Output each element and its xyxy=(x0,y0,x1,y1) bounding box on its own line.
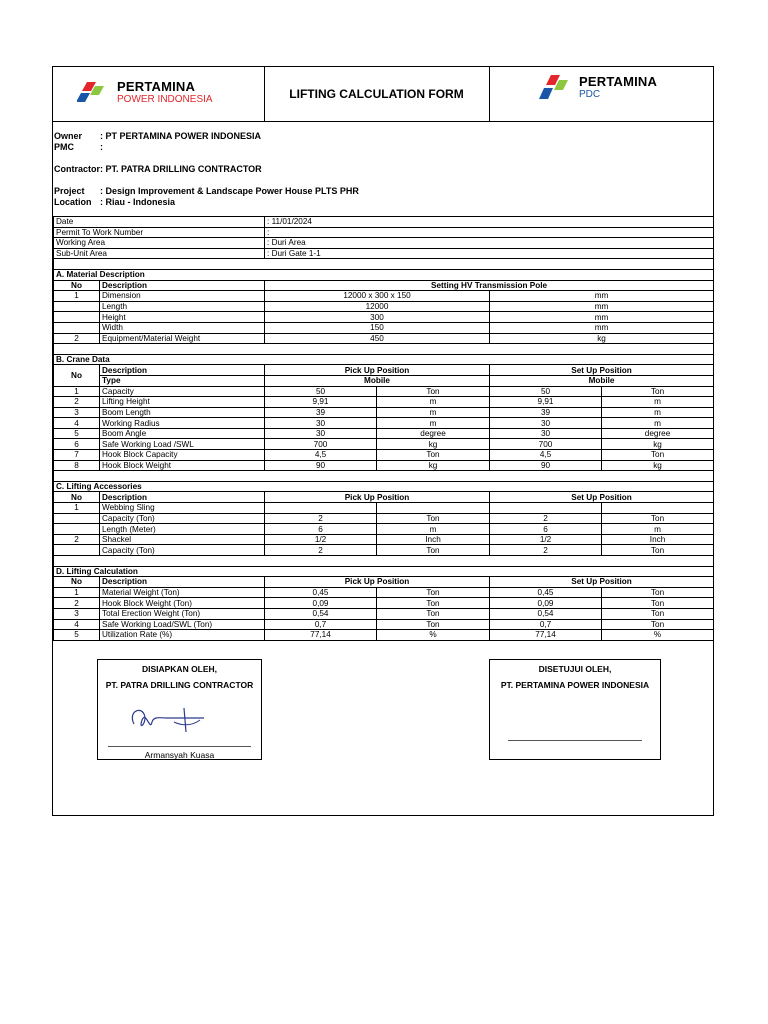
pick-unit: m xyxy=(377,407,490,418)
row-desc: Webbing Sling xyxy=(100,503,265,514)
row-no: 8 xyxy=(54,460,100,471)
row-desc: Boom Angle xyxy=(100,428,265,439)
approved-company: PT. PERTAMINA POWER INDONESIA xyxy=(500,680,650,690)
header-row xyxy=(54,577,714,588)
col-pick-up: Pick Up Position xyxy=(265,577,490,588)
row-value: 12000 xyxy=(265,301,490,312)
pertamina-mark-icon xyxy=(77,80,113,104)
col-description: Description xyxy=(100,365,265,376)
material-row xyxy=(54,291,714,302)
row-no: 6 xyxy=(54,439,100,450)
row-desc: Utilization Rate (%) xyxy=(100,630,265,641)
pick-value: 30 xyxy=(265,428,377,439)
general-value: : xyxy=(265,227,714,238)
material-row xyxy=(54,322,714,333)
crane-row xyxy=(54,450,714,461)
row-no: 1 xyxy=(54,386,100,397)
row-desc: Hook Block Weight (Ton) xyxy=(100,598,265,609)
form-title: LIFTING CALCULATION FORM xyxy=(264,67,490,121)
set-value: 90 xyxy=(490,460,602,471)
col-description: Description xyxy=(100,492,265,503)
row-desc: Length xyxy=(100,301,265,312)
set-value: 4,5 xyxy=(490,450,602,461)
set-unit: Ton xyxy=(602,513,714,524)
row-desc: Equipment/Material Weight xyxy=(100,333,265,344)
approved-title: DISETUJUI OLEH, xyxy=(538,664,612,674)
general-value: : 11/01/2024 xyxy=(265,217,714,228)
row-desc: Material Weight (Ton) xyxy=(100,587,265,598)
row-no: 2 xyxy=(54,397,100,408)
set-unit: Ton xyxy=(602,598,714,609)
pick-value: 50 xyxy=(265,386,377,397)
material-row xyxy=(54,301,714,312)
left-logo-sub: POWER INDONESIA xyxy=(117,94,213,105)
set-unit: Inch xyxy=(602,534,714,545)
col-set-up: Set Up Position xyxy=(490,492,714,503)
set-value: 50 xyxy=(490,386,602,397)
row-unit: kg xyxy=(490,333,714,344)
spacer-row xyxy=(54,344,714,355)
row-desc: Length (Meter) xyxy=(100,524,265,535)
general-row xyxy=(54,248,714,259)
set-unit: Ton xyxy=(602,587,714,598)
crane-row xyxy=(54,407,714,418)
row-unit: mm xyxy=(490,301,714,312)
set-unit: % xyxy=(602,630,714,641)
row-no: 3 xyxy=(54,608,100,619)
set-unit: Ton xyxy=(602,450,714,461)
section-title-row xyxy=(54,566,714,577)
calc-row xyxy=(54,598,714,609)
row-value: 150 xyxy=(265,322,490,333)
set-unit: Ton xyxy=(602,545,714,556)
pick-value: 90 xyxy=(265,460,377,471)
row-desc: Width xyxy=(100,322,265,333)
set-value xyxy=(490,503,602,514)
set-value: 2 xyxy=(490,513,602,524)
set-unit: kg xyxy=(602,439,714,450)
set-value: 30 xyxy=(490,418,602,429)
set-value: 0,45 xyxy=(490,587,602,598)
row-no: 2 xyxy=(54,333,100,344)
pertamina-mark-icon xyxy=(539,73,575,101)
pick-type: Mobile xyxy=(265,375,490,386)
row-no: 1 xyxy=(54,503,100,514)
pick-value: 2 xyxy=(265,545,377,556)
form-header xyxy=(53,67,713,122)
pick-unit: m xyxy=(377,397,490,408)
crane-row xyxy=(54,397,714,408)
accessory-row xyxy=(54,534,714,545)
right-logo-name: PERTAMINA xyxy=(579,74,658,89)
col-no: No xyxy=(54,492,100,503)
set-value: 77,14 xyxy=(490,630,602,641)
row-desc: Safe Working Load/SWL (Ton) xyxy=(100,619,265,630)
set-value: 30 xyxy=(490,428,602,439)
contractor-label: Contractor xyxy=(54,164,101,174)
pick-value: 77,14 xyxy=(265,630,377,641)
pick-unit: Ton xyxy=(377,513,490,524)
row-desc: Lifting Height xyxy=(100,397,265,408)
calc-row xyxy=(54,608,714,619)
col-set-up: Set Up Position xyxy=(490,365,714,376)
col-no: No xyxy=(54,280,100,291)
spacer-cell xyxy=(54,556,714,567)
general-row xyxy=(54,238,714,249)
location-label: Location xyxy=(54,197,92,207)
col-setting: Setting HV Transmission Pole xyxy=(265,280,714,291)
col-description: Description xyxy=(100,280,265,291)
spacer-row xyxy=(54,556,714,567)
pmc-value: : xyxy=(100,142,103,152)
spacer-cell xyxy=(54,259,714,270)
prepared-signature-line xyxy=(108,746,251,747)
row-no: 7 xyxy=(54,450,100,461)
set-value: 700 xyxy=(490,439,602,450)
set-unit: m xyxy=(602,407,714,418)
row-no xyxy=(54,524,100,535)
approved-by-box xyxy=(489,659,661,760)
col-no: No xyxy=(54,365,100,386)
set-unit: m xyxy=(602,397,714,408)
general-label: Working Area xyxy=(54,238,265,249)
section-title-accessories: C. Lifting Accessories xyxy=(54,481,714,492)
approved-signature-line xyxy=(508,740,642,741)
pick-value: 0,45 xyxy=(265,587,377,598)
row-desc: Total Erection Weight (Ton) xyxy=(100,608,265,619)
set-type: Mobile xyxy=(490,375,714,386)
col-set-up: Set Up Position xyxy=(490,577,714,588)
signature-mark xyxy=(126,702,216,738)
row-desc: Safe Working Load /SWL xyxy=(100,439,265,450)
pick-unit: m xyxy=(377,418,490,429)
header-row xyxy=(54,492,714,503)
crane-row xyxy=(54,386,714,397)
pmc-label: PMC xyxy=(54,142,74,152)
set-unit xyxy=(602,503,714,514)
set-value: 2 xyxy=(490,545,602,556)
general-label: Permit To Work Number xyxy=(54,227,265,238)
row-no: 2 xyxy=(54,534,100,545)
pertamina-pdc-logo xyxy=(539,73,657,101)
prepared-company: PT. PATRA DRILLING CONTRACTOR xyxy=(105,680,254,690)
pick-unit: degree xyxy=(377,428,490,439)
row-no: 5 xyxy=(54,630,100,641)
row-desc: Hook Block Weight xyxy=(100,460,265,471)
row-no: 3 xyxy=(54,407,100,418)
calc-row xyxy=(54,587,714,598)
set-unit: degree xyxy=(602,428,714,439)
header-row xyxy=(54,375,714,386)
col-description: Description xyxy=(100,577,265,588)
row-value: 450 xyxy=(265,333,490,344)
material-row xyxy=(54,333,714,344)
col-pick-up: Pick Up Position xyxy=(265,365,490,376)
accessory-row xyxy=(54,545,714,556)
general-label: Date xyxy=(54,217,265,228)
spacer-row xyxy=(54,471,714,482)
pick-value: 2 xyxy=(265,513,377,524)
set-value: 1/2 xyxy=(490,534,602,545)
form-frame xyxy=(52,66,714,816)
set-unit: m xyxy=(602,418,714,429)
right-logo-cell xyxy=(489,67,714,121)
row-desc: Boom Length xyxy=(100,407,265,418)
general-label: Sub-Unit Area xyxy=(54,248,265,259)
prepared-name: Armansyah Kuasa xyxy=(144,750,215,760)
row-no xyxy=(54,513,100,524)
pick-value: 9,91 xyxy=(265,397,377,408)
project-value: : Design Improvement & Landscape Power House PLTS PHR xyxy=(100,186,359,196)
crane-row xyxy=(54,428,714,439)
spacer-row xyxy=(54,259,714,270)
set-unit: Ton xyxy=(602,608,714,619)
spacer-cell xyxy=(54,471,714,482)
section-title-crane: B. Crane Data xyxy=(54,354,714,365)
pick-value: 6 xyxy=(265,524,377,535)
row-desc: Capacity (Ton) xyxy=(100,545,265,556)
col-pick-up: Pick Up Position xyxy=(265,492,490,503)
set-unit: Ton xyxy=(602,386,714,397)
set-unit: kg xyxy=(602,460,714,471)
col-type: Type xyxy=(100,375,265,386)
prepared-title: DISIAPKAN OLEH, xyxy=(141,664,218,674)
pick-value: 39 xyxy=(265,407,377,418)
row-no: 1 xyxy=(54,587,100,598)
set-value: 0,7 xyxy=(490,619,602,630)
set-value: 9,91 xyxy=(490,397,602,408)
row-desc: Height xyxy=(100,312,265,323)
right-logo-sub: PDC xyxy=(579,89,601,100)
row-desc: Working Radius xyxy=(100,418,265,429)
general-row xyxy=(54,217,714,228)
general-info-table xyxy=(53,216,714,641)
pick-unit: Ton xyxy=(377,545,490,556)
row-desc: Shackel xyxy=(100,534,265,545)
pick-value: 4,5 xyxy=(265,450,377,461)
general-value: : Duri Gate 1-1 xyxy=(265,248,714,259)
col-no: No xyxy=(54,577,100,588)
row-value: 12000 x 300 x 150 xyxy=(265,291,490,302)
row-no: 4 xyxy=(54,619,100,630)
section-title-row xyxy=(54,269,714,280)
owner-label: Owner xyxy=(54,131,83,141)
general-value: : Duri Area xyxy=(265,238,714,249)
left-logo-cell xyxy=(53,67,265,121)
pick-unit: Inch xyxy=(377,534,490,545)
row-no xyxy=(54,301,100,312)
set-value: 0,09 xyxy=(490,598,602,609)
general-row xyxy=(54,227,714,238)
crane-row xyxy=(54,460,714,471)
row-no xyxy=(54,322,100,333)
pick-unit xyxy=(377,503,490,514)
set-unit: m xyxy=(602,524,714,535)
prepared-by-box xyxy=(97,659,262,760)
project-label: Project xyxy=(54,186,85,196)
row-no: 5 xyxy=(54,428,100,439)
location-value: : Riau - Indonesia xyxy=(100,197,176,207)
pick-value xyxy=(265,503,377,514)
header-row xyxy=(54,280,714,291)
pick-unit: % xyxy=(377,630,490,641)
spacer-cell xyxy=(54,344,714,355)
owner-value: : PT PERTAMINA POWER INDONESIA xyxy=(100,131,262,141)
pick-value: 0,54 xyxy=(265,608,377,619)
row-unit: mm xyxy=(490,322,714,333)
crane-row xyxy=(54,418,714,429)
row-unit: mm xyxy=(490,312,714,323)
set-value: 6 xyxy=(490,524,602,535)
section-title-material: A. Material Description xyxy=(54,269,714,280)
pick-value: 1/2 xyxy=(265,534,377,545)
pick-unit: m xyxy=(377,524,490,535)
pick-unit: Ton xyxy=(377,450,490,461)
pick-unit: Ton xyxy=(377,587,490,598)
contractor-value: : PT. PATRA DRILLING CONTRACTOR xyxy=(100,164,262,174)
row-desc: Capacity xyxy=(100,386,265,397)
section-title-row xyxy=(54,354,714,365)
pick-value: 0,7 xyxy=(265,619,377,630)
header-row xyxy=(54,365,714,376)
set-value: 39 xyxy=(490,407,602,418)
pick-unit: kg xyxy=(377,460,490,471)
row-no: 2 xyxy=(54,598,100,609)
calc-row xyxy=(54,630,714,641)
row-no: 1 xyxy=(54,291,100,302)
accessory-row xyxy=(54,503,714,514)
pick-unit: Ton xyxy=(377,619,490,630)
pick-unit: kg xyxy=(377,439,490,450)
pick-value: 0,09 xyxy=(265,598,377,609)
row-desc: Hook Block Capacity xyxy=(100,450,265,461)
set-value: 0,54 xyxy=(490,608,602,619)
row-no xyxy=(54,312,100,323)
row-no xyxy=(54,545,100,556)
calc-row xyxy=(54,619,714,630)
pick-unit: Ton xyxy=(377,598,490,609)
row-unit: mm xyxy=(490,291,714,302)
row-no: 4 xyxy=(54,418,100,429)
crane-row xyxy=(54,439,714,450)
pick-unit: Ton xyxy=(377,608,490,619)
accessory-row xyxy=(54,513,714,524)
accessory-row xyxy=(54,524,714,535)
row-desc: Dimension xyxy=(100,291,265,302)
section-title-calculation: D. Lifting Calculation xyxy=(54,566,714,577)
set-unit: Ton xyxy=(602,619,714,630)
row-value: 300 xyxy=(265,312,490,323)
pick-value: 30 xyxy=(265,418,377,429)
section-title-row xyxy=(54,481,714,492)
pick-unit: Ton xyxy=(377,386,490,397)
left-logo-name: PERTAMINA xyxy=(117,79,196,94)
pick-value: 700 xyxy=(265,439,377,450)
pertamina-power-logo xyxy=(77,79,213,105)
row-desc: Capacity (Ton) xyxy=(100,513,265,524)
material-row xyxy=(54,312,714,323)
